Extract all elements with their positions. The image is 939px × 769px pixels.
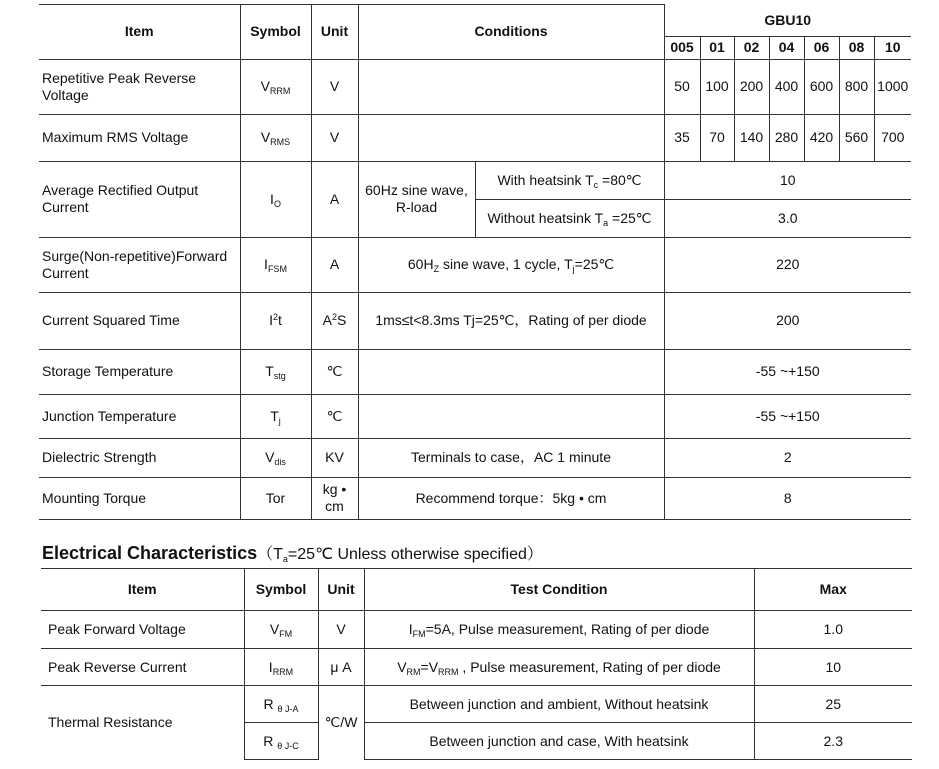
- value: 560: [839, 114, 874, 161]
- value: 1000: [874, 59, 911, 114]
- header-symbol: Symbol: [244, 569, 318, 611]
- item-label: Peak Reverse Current: [41, 649, 244, 686]
- unit: KV: [311, 438, 358, 477]
- item-label: Storage Temperature: [39, 349, 240, 394]
- unit: μ A: [318, 649, 364, 686]
- max-value: 25: [754, 686, 912, 723]
- electrical-characteristics-heading: [42, 541, 543, 564]
- header-conditions: Conditions: [358, 5, 664, 60]
- symbol: $I_{RRM}$: [244, 649, 318, 686]
- item-label: Average Rectified Output Current: [39, 161, 240, 237]
- symbol: $T_{stg}$: [240, 349, 311, 394]
- condition-without-heatsink: Without heatsink $T_a$ =25℃: [475, 199, 664, 237]
- unit: kg • cm: [311, 477, 358, 519]
- test-condition: Between junction and ambient, Without heatsink: [364, 686, 754, 723]
- value: 400: [769, 59, 804, 114]
- grade-10: 10: [874, 36, 911, 59]
- ratings-table: [39, 4, 911, 520]
- row-tor: [39, 477, 911, 519]
- header-symbol: Symbol: [240, 5, 311, 60]
- conditions-empty: [358, 59, 664, 114]
- condition: $60H_Z$ sine wave, 1 cycle, $T_j=25℃$: [358, 237, 664, 292]
- item-label: Repetitive Peak Reverse Voltage: [39, 59, 240, 114]
- grade-005: 005: [664, 36, 700, 59]
- conditions-empty: [358, 114, 664, 161]
- grade-02: 02: [734, 36, 769, 59]
- grade-04: 04: [769, 36, 804, 59]
- value: 100: [700, 59, 734, 114]
- row-vrrm: [39, 59, 911, 114]
- value: 35: [664, 114, 700, 161]
- item-label: Maximum RMS Voltage: [39, 114, 240, 161]
- test-condition: Between junction and case, With heatsink: [364, 723, 754, 760]
- row-vfm: [41, 611, 912, 649]
- condition-sine-wave: 60Hz sine wave, R-load: [358, 161, 475, 237]
- section-title: Electrical Characteristics: [42, 543, 258, 563]
- test-condition: $I_{FM}=5A$, Pulse measurement, Rating of per diode: [364, 611, 754, 649]
- symbol: R $_{\theta J-C}$: [244, 723, 318, 760]
- unit: ℃: [311, 394, 358, 438]
- row-thermal-ja: [41, 686, 912, 723]
- symbol: R $_{\theta J-A}$: [244, 686, 318, 723]
- symbol: $V_{RRM}$: [240, 59, 311, 114]
- value: 10: [664, 161, 911, 199]
- unit: V: [311, 114, 358, 161]
- symbol: $V_{FM}$: [244, 611, 318, 649]
- max-value: 2.3: [754, 723, 912, 760]
- max-value: 1.0: [754, 611, 912, 649]
- symbol: $T_j$: [240, 394, 311, 438]
- condition-with-heatsink: With heatsink $T_c$ =80℃: [475, 161, 664, 199]
- symbol: $V_{dis}$: [240, 438, 311, 477]
- conditions-empty: [358, 394, 664, 438]
- unit: ℃: [311, 349, 358, 394]
- header-part-number: GBU10: [664, 5, 911, 37]
- grade-06: 06: [804, 36, 839, 59]
- value: 50: [664, 59, 700, 114]
- value: 420: [804, 114, 839, 161]
- row-i2t: [39, 292, 911, 349]
- value: 3.0: [664, 199, 911, 237]
- grade-01: 01: [700, 36, 734, 59]
- unit: A: [311, 161, 358, 237]
- value: 8: [664, 477, 911, 519]
- header-unit: Unit: [311, 5, 358, 60]
- section-subtitle: （$T_a=25℃$ Unless otherwise specified）: [257, 546, 543, 564]
- conditions-empty: [358, 349, 664, 394]
- value: 2: [664, 438, 911, 477]
- value: 70: [700, 114, 734, 161]
- header-unit: Unit: [318, 569, 364, 611]
- symbol: $I_O$: [240, 161, 311, 237]
- value: 700: [874, 114, 911, 161]
- row-tj: [39, 394, 911, 438]
- symbol: $I^2t$: [240, 292, 311, 349]
- value: 800: [839, 59, 874, 114]
- unit: V: [311, 59, 358, 114]
- row-tstg: [39, 349, 911, 394]
- header-row: [41, 569, 912, 611]
- item-label: Mounting Torque: [39, 477, 240, 519]
- item-label: Thermal Resistance: [41, 686, 244, 760]
- unit: ℃/W: [318, 686, 364, 760]
- row-ifsm: [39, 237, 911, 292]
- symbol: $V_{RMS}$: [240, 114, 311, 161]
- row-vdis: [39, 438, 911, 477]
- symbol: $I_{FSM}$: [240, 237, 311, 292]
- item-label: Current Squared Time: [39, 292, 240, 349]
- row-vrms: [39, 114, 911, 161]
- header-max: Max: [754, 569, 912, 611]
- unit: A: [311, 237, 358, 292]
- item-label: Surge(Non-repetitive)Forward Current: [39, 237, 240, 292]
- unit: $A^2S$: [311, 292, 358, 349]
- row-irrm: [41, 649, 912, 686]
- header-item: Item: [41, 569, 244, 611]
- value: -55 ~+150: [664, 349, 911, 394]
- value: 200: [664, 292, 911, 349]
- condition: Recommend torque：5kg • cm: [358, 477, 664, 519]
- value: 140: [734, 114, 769, 161]
- condition: Terminals to case，AC 1 minute: [358, 438, 664, 477]
- header-test-condition: Test Condition: [364, 569, 754, 611]
- value: 220: [664, 237, 911, 292]
- electrical-table: [41, 568, 912, 760]
- test-condition: $V_{RM}=V_{RRM}$ , Pulse measurement, Rating of per diode: [364, 649, 754, 686]
- item-label: Peak Forward Voltage: [41, 611, 244, 649]
- unit: V: [318, 611, 364, 649]
- symbol: Tor: [240, 477, 311, 519]
- grade-08: 08: [839, 36, 874, 59]
- value: 600: [804, 59, 839, 114]
- value: -55 ~+150: [664, 394, 911, 438]
- row-io-heatsink: [39, 161, 911, 199]
- header-item: Item: [39, 5, 240, 60]
- value: 280: [769, 114, 804, 161]
- max-value: 10: [754, 649, 912, 686]
- item-label: Junction Temperature: [39, 394, 240, 438]
- condition: 1ms≤t<8.3ms Tj=25℃，Rating of per diode: [358, 292, 664, 349]
- value: 200: [734, 59, 769, 114]
- item-label: Dielectric Strength: [39, 438, 240, 477]
